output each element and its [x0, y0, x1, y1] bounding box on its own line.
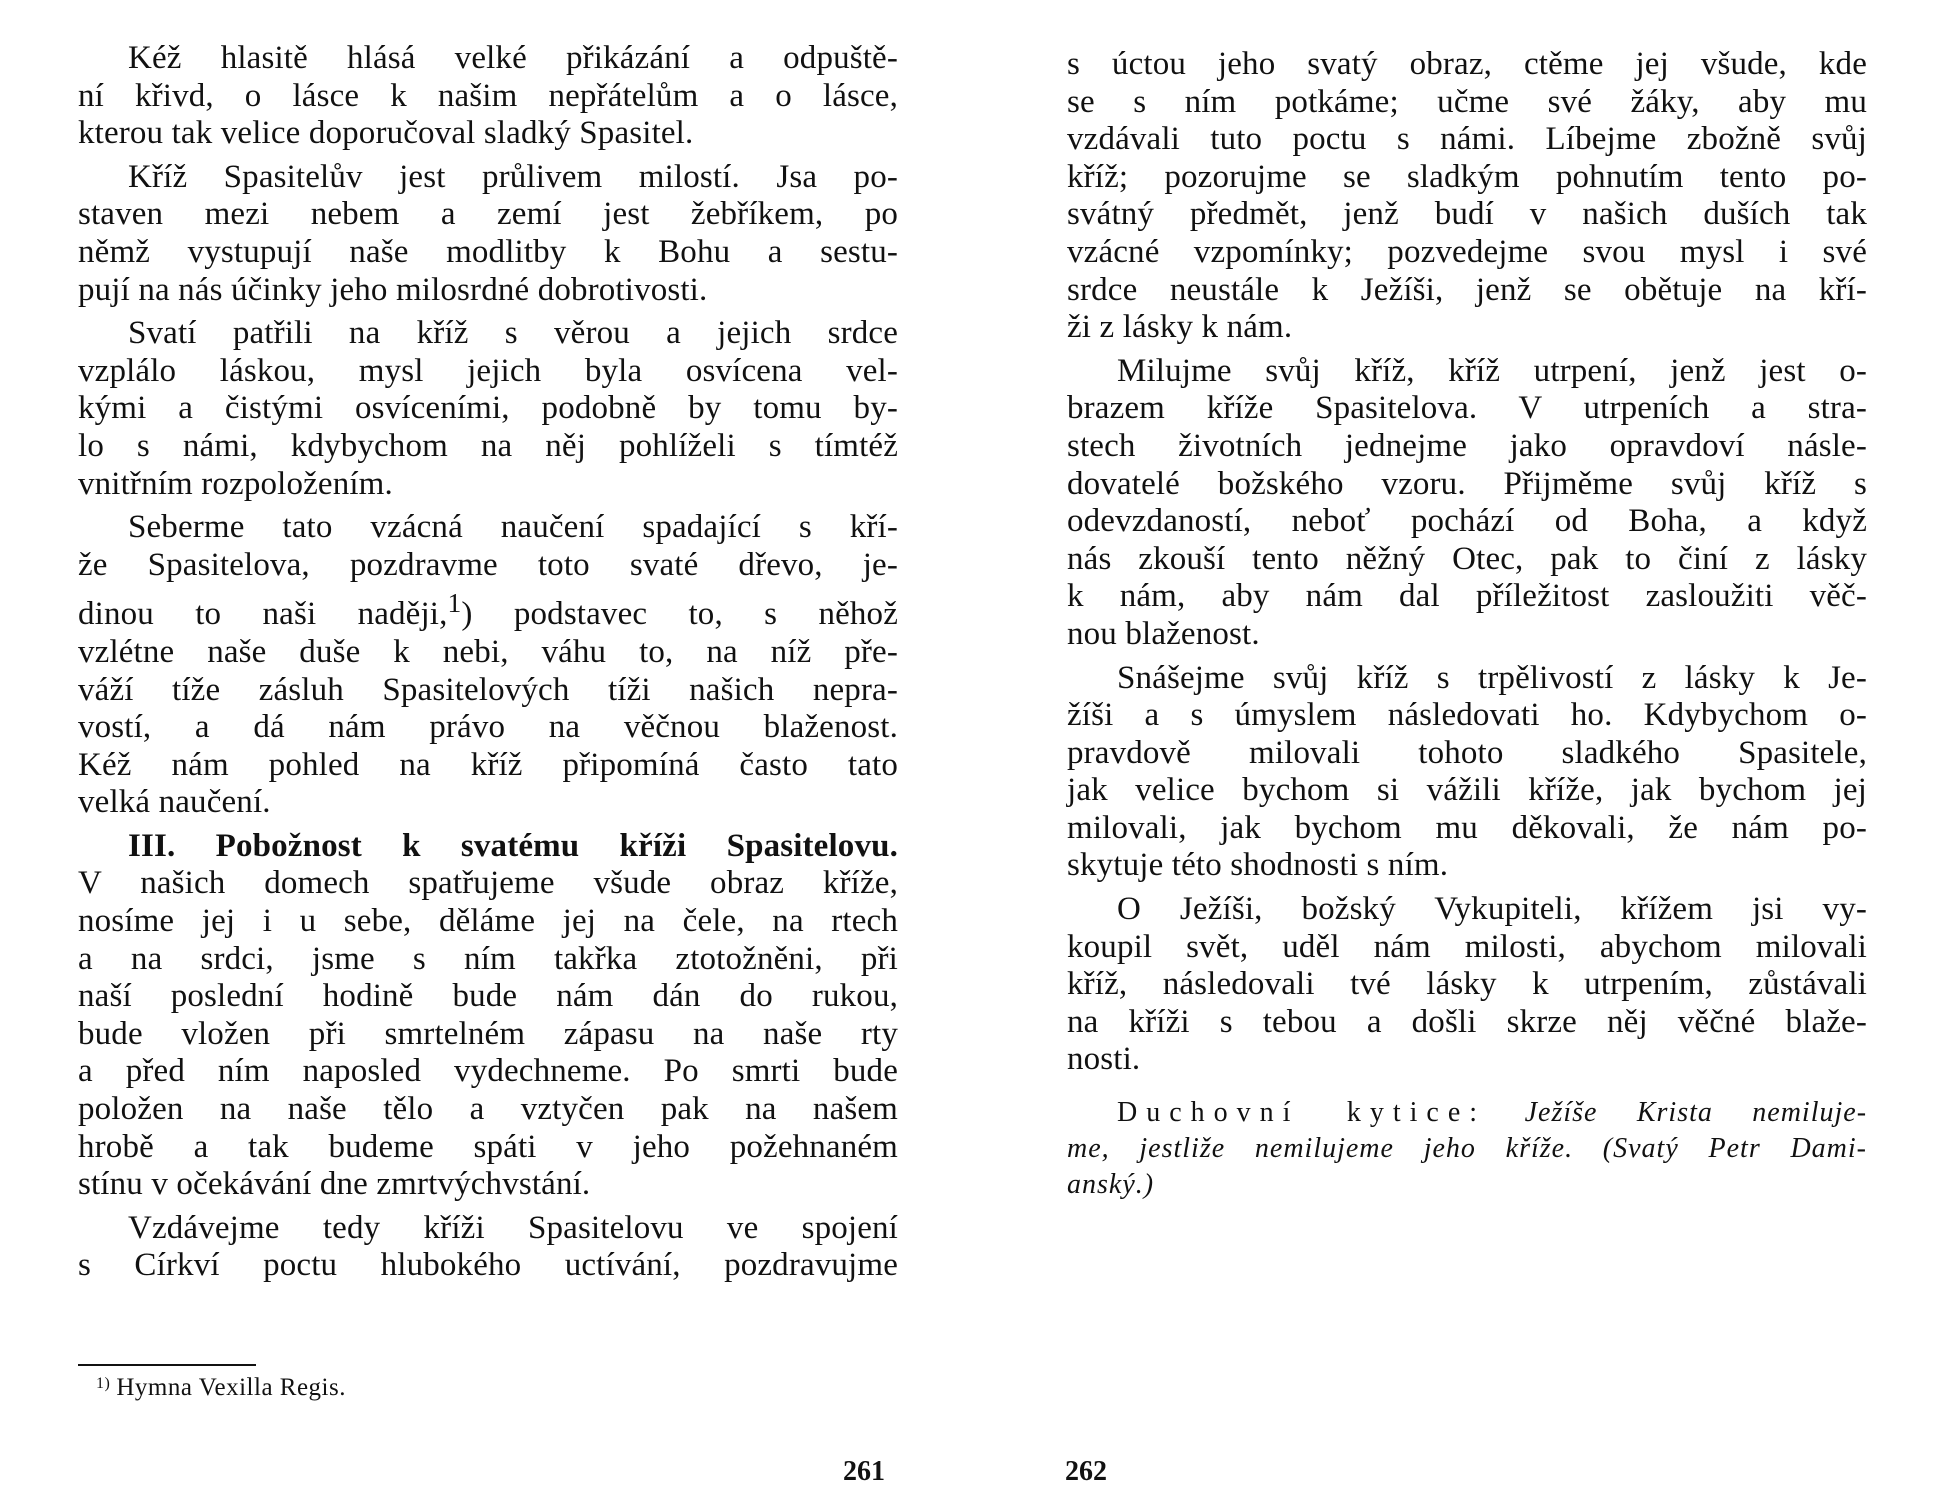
- text-line: váží tíže zásluh Spasitelových tíži našich nepra-: [78, 671, 898, 708]
- text-line: Kéž hlasitě hlásá velké přikázání a odpuště-: [128, 40, 898, 76]
- footnote-reference: 1: [447, 587, 462, 619]
- footnote-mark: 1): [96, 1375, 111, 1392]
- text-line: Kéž nám pohled na kříž připomíná často tato: [78, 746, 898, 783]
- text-line: se s ním potkáme; učme své žáky, aby mu: [1067, 83, 1867, 120]
- paragraph: [78, 509, 898, 822]
- text-line: koupil svět, uděl nám milosti, abychom milovali: [1067, 928, 1867, 965]
- text-line: staven mezi nebem a zemí jest žebříkem, po: [78, 196, 898, 233]
- text-line: odevzdaností, neboť pochází od Boha, a když: [1067, 503, 1867, 540]
- page-number: 261: [843, 1456, 885, 1487]
- text-line: že Spasitelova, pozdravme toto svaté dřevo, je-: [78, 546, 898, 583]
- text-line: dovatelé božského vzoru. Přijměme svůj kříž s: [1067, 465, 1867, 502]
- text-line: s Církví poctu hlubokého uctívání, pozdravujme: [78, 1247, 898, 1284]
- text-fragment: ) podstavec to, s něhož: [461, 596, 899, 633]
- text-line: nou blaženost.: [1067, 615, 1260, 652]
- text-line: O Ježíši, božský Vykupiteli, křížem jsi vy-: [1117, 891, 1867, 928]
- text-line: a před ním naposled vydechneme. Po smrti bude: [78, 1053, 898, 1090]
- text-line: pravdově milovali tohoto sladkého Spasitele,: [1067, 734, 1867, 771]
- text-line: ní křivd, o lásce k našim nepřátelům a o lásce,: [78, 77, 898, 114]
- page-right: [973, 0, 1946, 1500]
- paragraph: [1067, 46, 1867, 347]
- text-line: na kříži s tebou a došli skrze něj věčné blaže-: [1067, 1003, 1867, 1040]
- section-heading: III. Pobožnost k svatému kříži Spasitelovu.: [128, 827, 898, 864]
- text-line: bude vložen při smrtelném zápasu na naše rty: [78, 1015, 898, 1052]
- text-line: Svatí patřili na kříž s věrou a jejich srdce: [128, 315, 898, 352]
- text-line: nosíme jej i u sebe, děláme jej na čele, na rtech: [78, 903, 898, 940]
- bouquet-quote: me, jestliže nemilujeme jeho kříže. (Svatý Petr Dami-: [1067, 1133, 1867, 1165]
- text-line: kými a čistými osvíceními, podobně by tomu by-: [78, 390, 898, 427]
- text-line: [78, 584, 898, 634]
- text-line: jak velice bychom si vážili kříže, jak bychom jej: [1067, 772, 1867, 809]
- bouquet-quote: Ježíše Krista nemiluje-: [1524, 1097, 1868, 1129]
- text-line: žíši a s úmyslem následovati ho. Kdybychom o-: [1067, 697, 1867, 734]
- page-left-text: [78, 40, 898, 1291]
- text-line: srdce neustále k Ježíši, jenž se obětuje na kří-: [1067, 271, 1867, 308]
- bouquet-quote: anský.): [1067, 1169, 1155, 1201]
- text-line: stínu v očekávání dne zmrtvýchvstání.: [78, 1166, 591, 1203]
- paragraph: [78, 315, 898, 503]
- text-line: [1067, 1095, 1867, 1131]
- text-line: milovali, jak bychom mu děkovali, že nám po-: [1067, 809, 1867, 846]
- paragraph: [78, 828, 898, 1204]
- text-line: položen na naše tělo a vztyčen pak na našem: [78, 1091, 898, 1128]
- paragraph: [1067, 660, 1867, 886]
- footnote-text: Hymna Vexilla Regis.: [116, 1374, 346, 1401]
- text-line: k nám, aby nám dal příležitost zasloužiti věč-: [1067, 578, 1867, 615]
- text-line: němž vystupují naše modlitby k Bohu a sestu-: [78, 233, 898, 270]
- paragraph: [78, 159, 898, 309]
- paragraph: [78, 40, 898, 153]
- text-line: naší poslední hodině bude nám dán do rukou,: [78, 978, 898, 1015]
- text-fragment: dinou to naši naději,: [78, 596, 448, 633]
- text-line: skytuje této shodnosti s ním.: [1067, 847, 1449, 884]
- text-line: vzplálo láskou, mysl jejich byla osvícena vel-: [78, 352, 898, 389]
- text-line: velká naučení.: [78, 784, 271, 821]
- text-line: hrobě a tak budeme spáti v jeho požehnaném: [78, 1128, 898, 1165]
- text-line: Milujme svůj kříž, kříž utrpení, jenž jest o-: [1117, 352, 1867, 389]
- bouquet-label: Duchovní kytice:: [1117, 1097, 1487, 1129]
- text-line: vzdávali tuto poctu s námi. Líbejme zbožně svůj: [1067, 121, 1867, 158]
- text-line: V našich domech spatřujeme všude obraz kříže,: [78, 865, 898, 902]
- spiritual-bouquet: [1067, 1095, 1867, 1203]
- text-line: pují na nás účinky jeho milosrdné dobrotivosti.: [78, 271, 708, 308]
- text-line: kříž; pozorujme se sladkým pohnutím tento po-: [1067, 158, 1867, 195]
- text-line: Seberme tato vzácná naučení spadající s kří-: [128, 509, 898, 546]
- page-right-text: [1067, 46, 1867, 1203]
- text-line: stech životních jednejme jako opravdoví násle-: [1067, 427, 1867, 464]
- text-line: a na srdci, jsme s ním takřka ztotožněni, při: [78, 940, 898, 977]
- text-line: Snášejme svůj kříž s trpělivostí z lásky k Je-: [1117, 659, 1867, 696]
- text-line: Vzdávejme tedy kříži Spasitelovu ve spojení: [128, 1209, 898, 1246]
- text-line: vostí, a dá nám právo na věčnou blaženost.: [78, 709, 898, 746]
- text-line: s úctou jeho svatý obraz, ctěme jej všude, kde: [1067, 46, 1867, 82]
- text-line: kterou tak velice doporučoval sladký Spasitel.: [78, 115, 694, 152]
- text-line: nás zkouší tento něžný Otec, pak to činí z lásky: [1067, 540, 1867, 577]
- text-line: vzlétne naše duše k nebi, váhu to, na níž pře-: [78, 633, 898, 670]
- paragraph: [1067, 891, 1867, 1079]
- text-line: Kříž Spasitelův jest průlivem milostí. Jsa po-: [128, 158, 898, 195]
- paragraph: [1067, 353, 1867, 654]
- footnote-divider: [78, 1364, 256, 1366]
- text-line: ži z lásky k nám.: [1067, 309, 1293, 346]
- text-line: svátný předmět, jenž budí v našich duších tak: [1067, 196, 1867, 233]
- text-line: brazem kříže Spasitelova. V utrpeních a stra-: [1067, 390, 1867, 427]
- text-line: vzácné vzpomínky; pozvedejme svou mysl i své: [1067, 233, 1867, 270]
- paragraph: [78, 1210, 898, 1285]
- page-number: 262: [1065, 1456, 1107, 1487]
- text-line: nosti.: [1067, 1041, 1141, 1078]
- text-line: vnitřním rozpoložením.: [78, 465, 393, 502]
- footnote: [96, 1374, 346, 1402]
- text-line: lo s námi, kdybychom na něj pohlíželi s tímtéž: [78, 427, 898, 464]
- text-line: kříž, následovali tvé lásky k utrpením, zůstávali: [1067, 966, 1867, 1003]
